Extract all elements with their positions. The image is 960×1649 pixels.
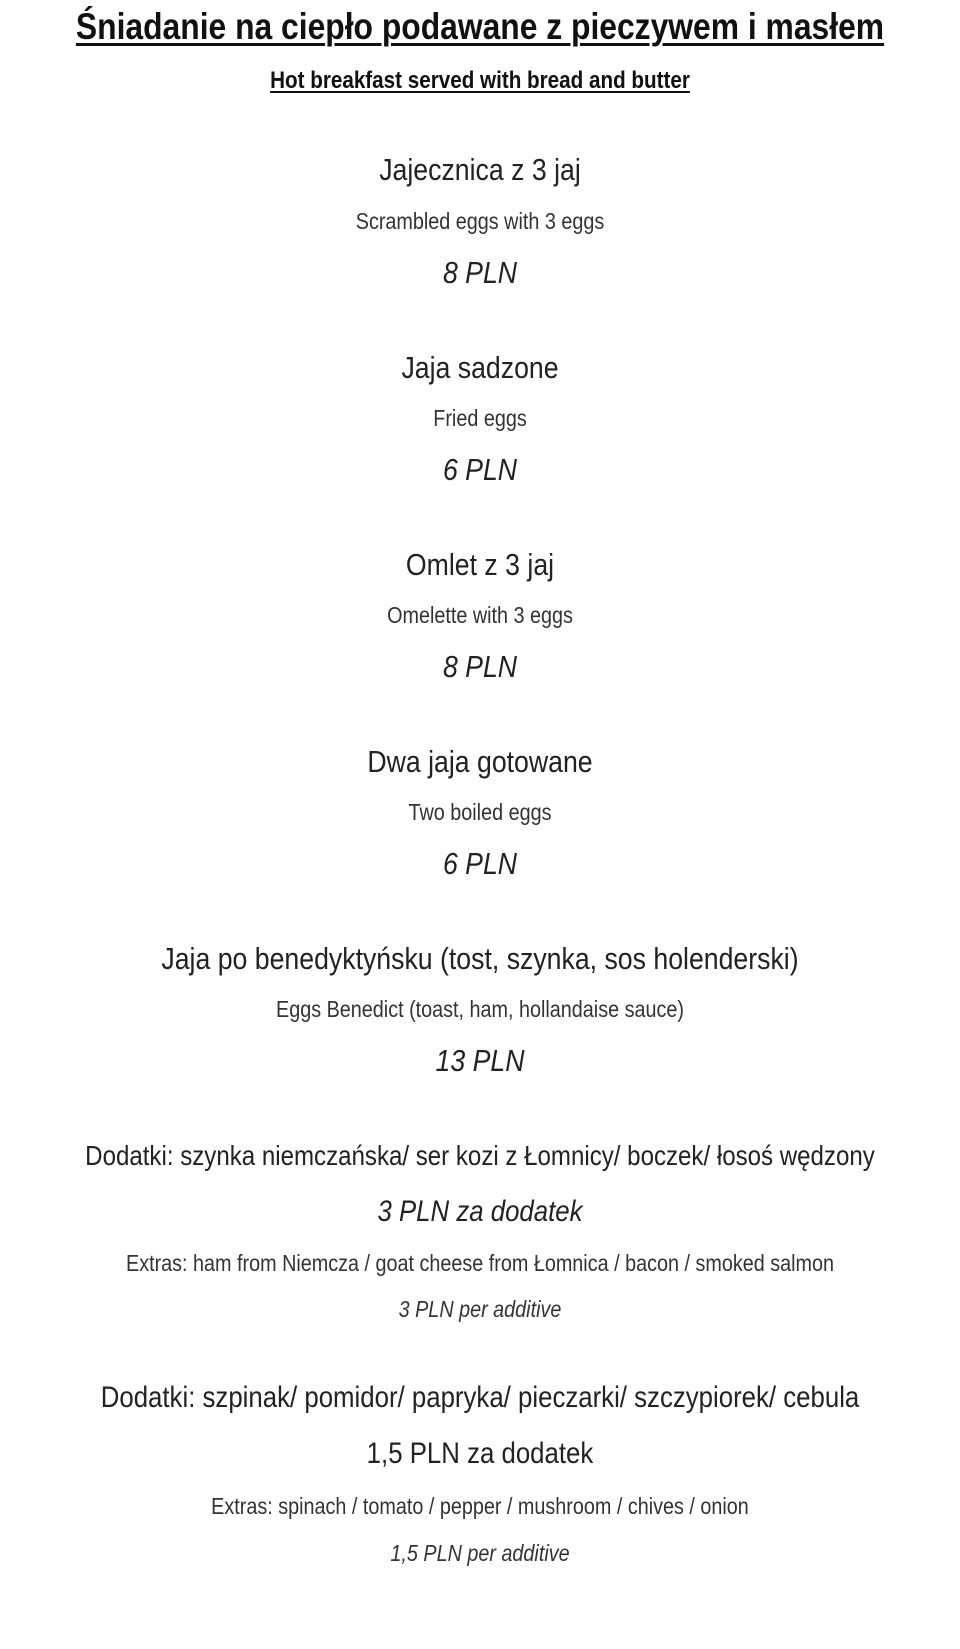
item-name-pl: Jajecznica z 3 jaj (379, 152, 581, 187)
extras-meat-en-price: 3 PLN per additive (398, 1296, 562, 1322)
menu-title: Śniadanie na ciepło podawane z pieczywem i masłem (75, 6, 885, 47)
item-price: 6 PLN (442, 452, 518, 487)
item-name-en: Omelette with 3 eggs (387, 602, 573, 628)
item-name-pl: Dwa jaja gotowane (367, 744, 593, 779)
extras-veg-en: Extras: spinach / tomato / pepper / mushroom / chives / onion (211, 1493, 749, 1519)
extras-veg-pl: Dodatki: szpinak/ pomidor/ papryka/ pieczarki/ szczypiorek/ cebula (100, 1381, 860, 1414)
item-name-en: Scrambled eggs with 3 eggs (355, 208, 605, 234)
item-price: 8 PLN (442, 255, 518, 290)
menu-subtitle: Hot breakfast served with bread and butter (270, 67, 690, 94)
item-price: 8 PLN (442, 649, 518, 684)
item-name-pl: Jaja po benedyktyńsku (tost, szynka, sos holenderski) (161, 941, 799, 976)
item-name-pl: Jaja sadzone (401, 350, 559, 385)
item-name-en: Eggs Benedict (toast, ham, hollandaise sauce) (276, 996, 684, 1022)
extras-meat-pl: Dodatki: szynka niemczańska/ ser kozi z Łomnicy/ boczek/ łosoś wędzony (85, 1140, 875, 1171)
extras-meat-en: Extras: ham from Niemcza / goat cheese from Łomnica / bacon / smoked salmon (126, 1250, 834, 1276)
item-name-pl: Omlet z 3 jaj (405, 547, 555, 582)
item-name-en: Fried eggs (433, 405, 527, 431)
extras-meat-pl-price: 3 PLN za dodatek (377, 1195, 583, 1228)
extras-veg-pl-price: 1,5 PLN za dodatek (366, 1437, 594, 1470)
item-price: 13 PLN (435, 1043, 525, 1078)
extras-veg-en-price: 1,5 PLN per additive (390, 1540, 570, 1566)
item-name-en: Two boiled eggs (408, 799, 552, 825)
item-price: 6 PLN (442, 846, 518, 881)
